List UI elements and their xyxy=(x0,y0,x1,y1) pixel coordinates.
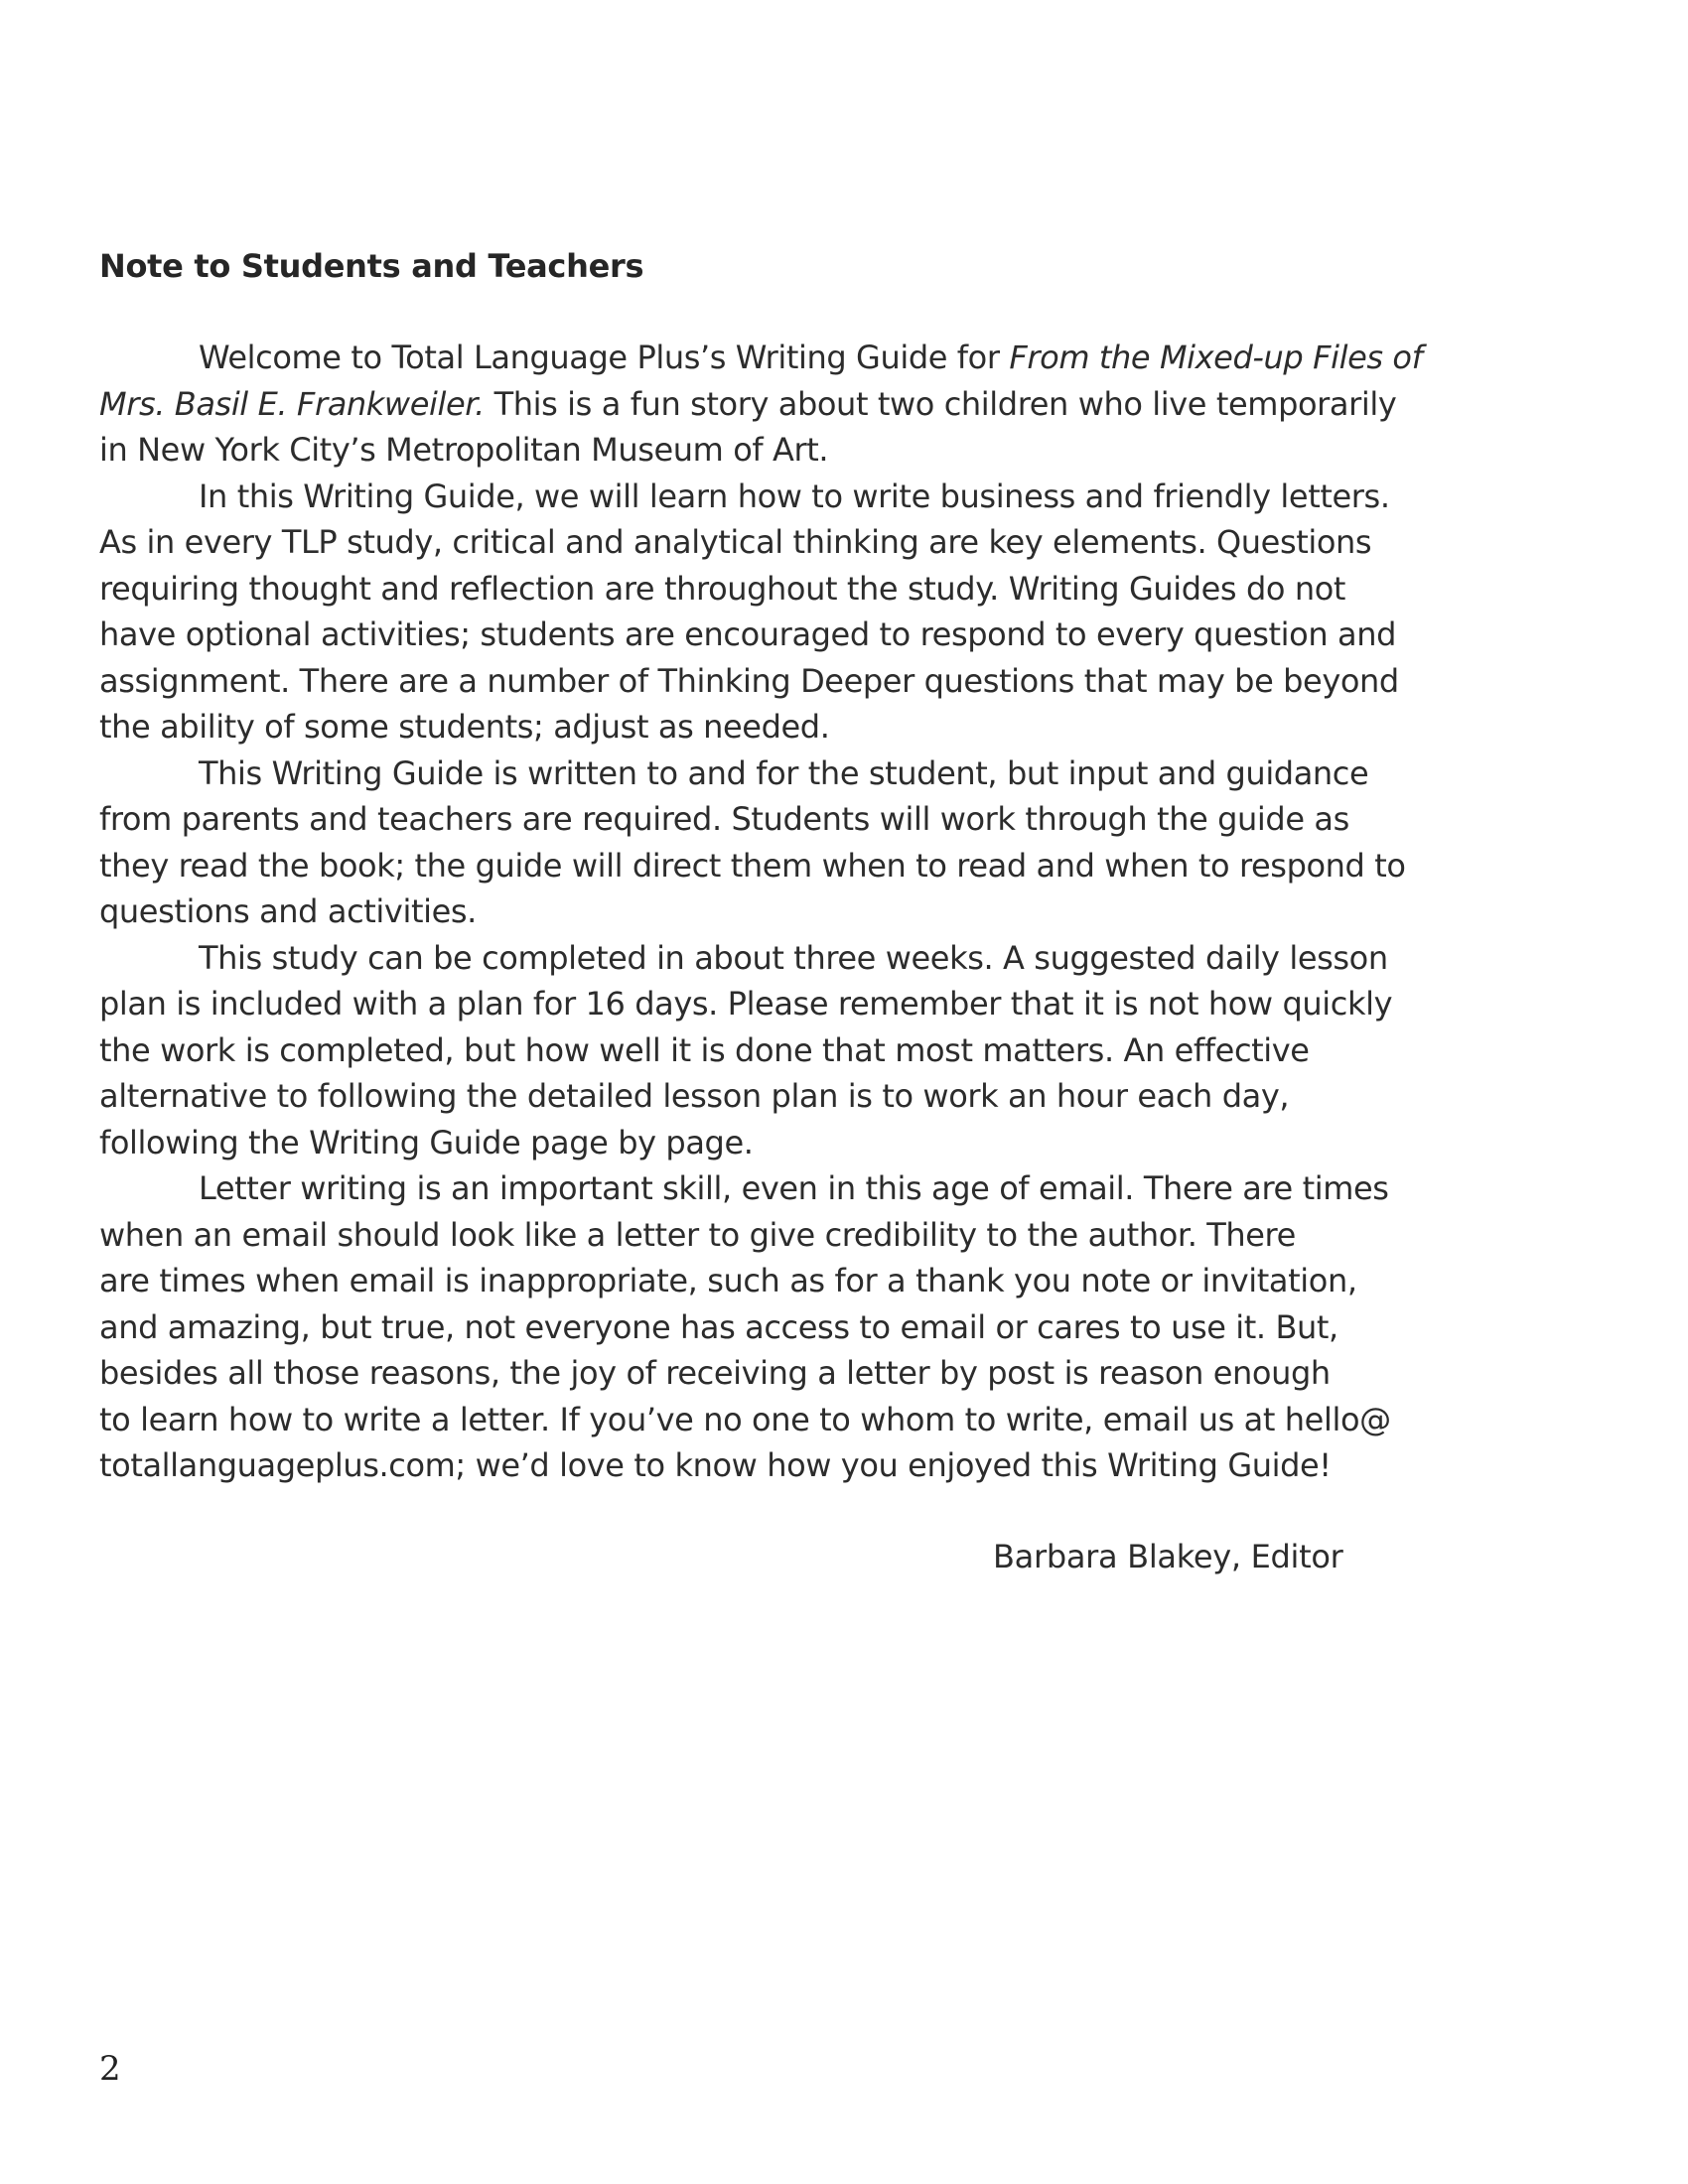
paragraph-4-line-4 xyxy=(99,1073,1539,1120)
paragraph-5-line-5 xyxy=(99,1350,1539,1397)
book-title-text: Mrs. Basil E. Frankweiler. xyxy=(99,384,485,423)
paragraph-1-line-3 xyxy=(99,427,1539,474)
book-title-text: From the Mixed-up Files of xyxy=(1009,339,1423,376)
paragraph-text: This is a fun story about two children who live temporarily xyxy=(484,384,1397,423)
paragraph-text: in New York City’s Metropolitan Museum of Art. xyxy=(99,431,829,469)
paragraph-text: besides all those reasons, the joy of receiving a letter by post is reason enough xyxy=(99,1354,1331,1392)
paragraph-1-line-2 xyxy=(99,381,1539,428)
paragraph-text: requiring thought and reflection are throughout the study. Writing Guides do not xyxy=(99,569,1346,608)
paragraph-2-line-1 xyxy=(99,474,1539,520)
page-number: 2 xyxy=(99,2049,121,2089)
paragraph-4-line-2 xyxy=(99,981,1539,1027)
paragraph-5-line-1 xyxy=(99,1165,1539,1212)
paragraph-text: This Writing Guide is written to and for the student, but input and guidance xyxy=(199,753,1369,792)
paragraph-text: following the Writing Guide page by page. xyxy=(99,1123,754,1161)
paragraph-text: they read the book; the guide will direct them when to read and when to respond to xyxy=(99,846,1406,885)
editor-signature: Barbara Blakey, Editor xyxy=(993,1538,1343,1575)
paragraph-3-line-3 xyxy=(99,843,1539,889)
paragraph-2-line-5 xyxy=(99,658,1539,705)
paragraph-3-line-1 xyxy=(99,751,1539,797)
paragraph-text: from parents and teachers are required. Students will work through the guide as xyxy=(99,800,1349,838)
paragraph-3-line-4 xyxy=(99,888,1539,935)
paragraph-text: Welcome to Total Language Plus’s Writing Guide for xyxy=(199,339,1010,376)
page-title: Note to Students and Teachers xyxy=(99,247,644,285)
note-body xyxy=(99,335,1539,1489)
paragraph-5-line-4 xyxy=(99,1304,1539,1351)
paragraph-5-line-3 xyxy=(99,1258,1539,1304)
paragraph-text: to learn how to write a letter. If you’ve no one to whom to write, email us at hello@ xyxy=(99,1400,1391,1438)
paragraph-text: Letter writing is an important skill, even in this age of email. There are times xyxy=(199,1169,1389,1207)
paragraph-2-line-3 xyxy=(99,566,1539,613)
paragraph-text: totallanguageplus.com; we’d love to know how you enjoyed this Writing Guide! xyxy=(99,1446,1332,1484)
paragraph-text: In this Writing Guide, we will learn how to write business and friendly letters. xyxy=(199,477,1390,515)
paragraph-text: alternative to following the detailed lesson plan is to work an hour each day, xyxy=(99,1077,1290,1115)
paragraph-2-line-4 xyxy=(99,612,1539,658)
paragraph-5-line-6 xyxy=(99,1397,1539,1443)
paragraph-text: when an email should look like a letter to give credibility to the author. There xyxy=(99,1215,1296,1254)
paragraph-text: and amazing, but true, not everyone has access to email or cares to use it. But, xyxy=(99,1307,1338,1346)
paragraph-5-line-7 xyxy=(99,1442,1539,1489)
paragraph-text: As in every TLP study, critical and analytical thinking are key elements. Questions xyxy=(99,523,1372,561)
paragraph-text: have optional activities; students are encouraged to respond to every question and xyxy=(99,615,1396,653)
paragraph-text: assignment. There are a number of Thinking Deeper questions that may be beyond xyxy=(99,661,1399,700)
paragraph-4-line-1 xyxy=(99,935,1539,982)
paragraph-2-line-6 xyxy=(99,704,1539,751)
paragraph-text: the work is completed, but how well it is done that most matters. An effective xyxy=(99,1030,1310,1069)
paragraph-3-line-2 xyxy=(99,796,1539,843)
paragraph-5-line-2 xyxy=(99,1212,1539,1259)
paragraph-1-line-1 xyxy=(99,335,1539,381)
paragraph-text: plan is included with a plan for 16 days. Please remember that it is not how quickly xyxy=(99,985,1393,1023)
paragraph-text: This study can be completed in about three weeks. A suggested daily lesson xyxy=(199,938,1388,977)
paragraph-text: questions and activities. xyxy=(99,892,477,930)
paragraph-text: are times when email is inappropriate, such as for a thank you note or invitation, xyxy=(99,1262,1357,1299)
paragraph-text: the ability of some students; adjust as needed. xyxy=(99,708,830,746)
paragraph-4-line-3 xyxy=(99,1027,1539,1074)
paragraph-4-line-5 xyxy=(99,1120,1539,1166)
paragraph-2-line-2 xyxy=(99,519,1539,566)
